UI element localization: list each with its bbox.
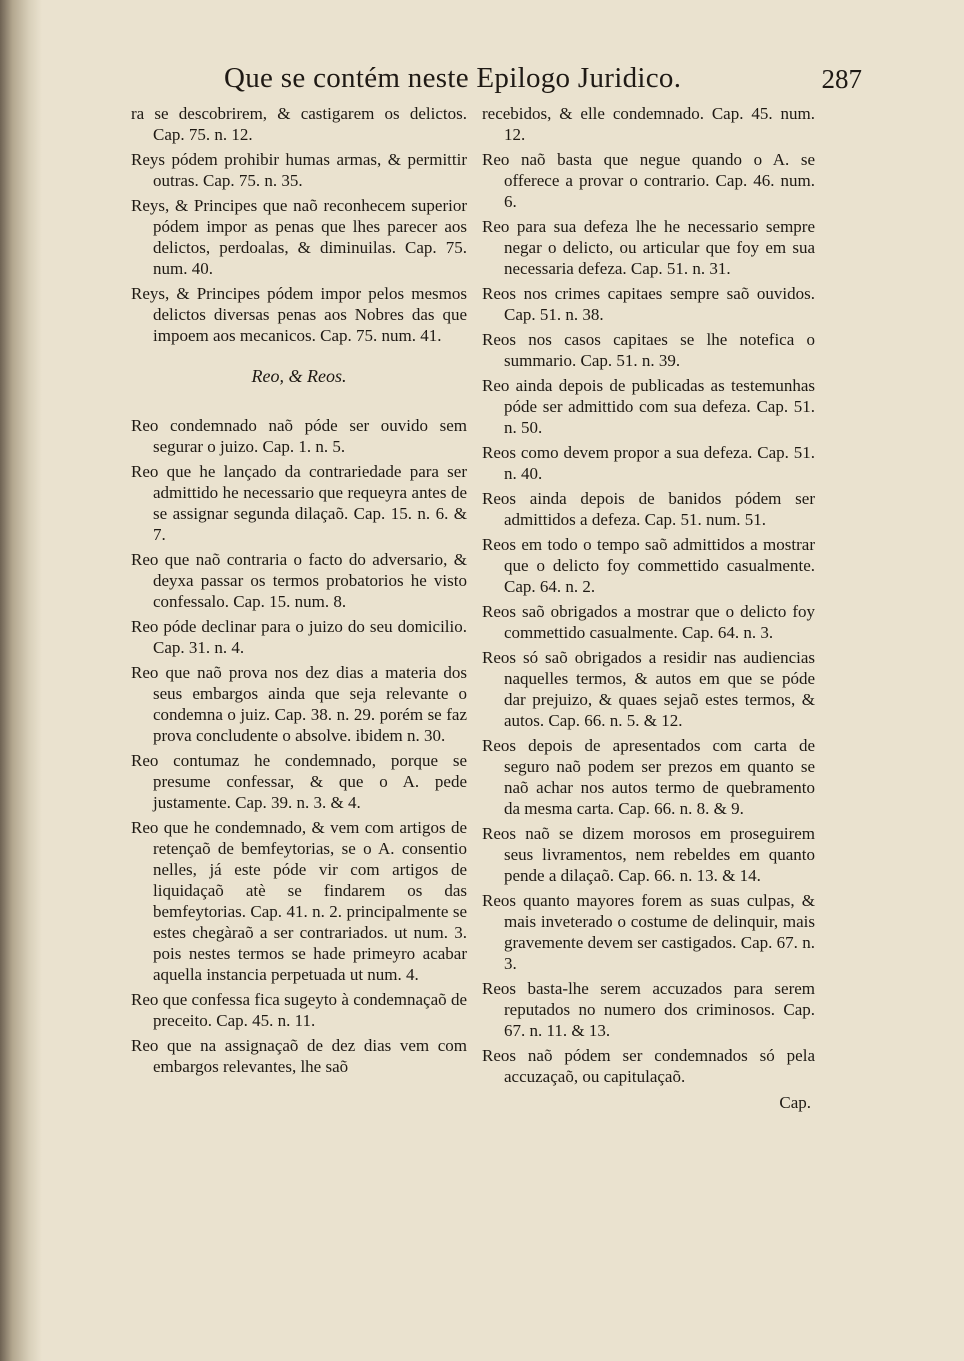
index-entry: Reos basta-lhe serem accuzados para serem reputados no numero dos criminosos. Cap. 67. n. 11. & 13. [482, 979, 815, 1040]
index-entry: Reos nos crimes capitaes sempre saõ ouvidos. Cap. 51. n. 38. [482, 284, 815, 324]
catchword: Cap. [779, 1093, 811, 1112]
index-entry: Reo condemnado naõ póde ser ouvido sem segurar o juizo. Cap. 1. n. 5. [131, 416, 467, 456]
index-entry: Reo ainda depois de publicadas as testemunhas póde ser admittido com sua defeza. Cap. 51. n. 50. [482, 376, 815, 437]
section-heading: Reo, & Reos. [251, 366, 347, 386]
index-entry: Reo para sua defeza lhe he necessario sempre negar o delicto, ou articular que foy em sua necessaria defeza. Cap. 51. n. 31. [482, 217, 815, 278]
index-entry: Reos quanto mayores forem as suas culpas, & mais inveterado o costume de delinquir, mais gravemente devem ser castigados. Cap. 67. n. 3. [482, 891, 815, 973]
index-entry: Reo que he condemnado, & vem com artigos de retençaõ de bemfeytorias, se o A. consentio nelles, já este póde vir com artigos de liquidaçaõ atè se findarem os das bemfeytorias. Cap. 41. n. 2. principalmente se estes chegàraõ a ser contrariados. ut num. 3. pois nestes termos se hade primeyro acabar aquella instancia perpetuada ut num. 4. [131, 818, 467, 984]
index-entry: Reo que naõ contraria o facto do adversario, & deyxa passar os termos probatorios he visto confessalo. Cap. 15. num. 8. [131, 550, 467, 611]
page-number: 287 [821, 64, 862, 94]
index-entry: Reos ainda depois de banidos pódem ser admittidos a defeza. Cap. 51. num. 51. [482, 489, 815, 529]
index-entry: Reos depois de apresentados com carta de seguro naõ podem ser prezos em quanto se naõ achar nos autos termo de quebramento da mesma carta. Cap. 66. n. 8. & 9. [482, 736, 815, 818]
right-column [482, 103, 815, 1113]
index-entry: Reos nos casos capitaes se lhe notefica o summario. Cap. 51. n. 39. [482, 330, 815, 370]
index-entry: recebidos, & elle condemnado. Cap. 45. num. 12. [482, 104, 815, 144]
page-gutter [0, 0, 42, 1361]
index-entry: Reo que naõ prova nos dez dias a materia dos seus embargos ainda que seja relevante o condemna o juiz. Cap. 38. n. 29. porém se faz prova concludente o absolve. ibidem n. 30. [131, 663, 467, 745]
index-entry: Reos naõ pódem ser condemnados só pela accuzaçaõ, ou capitulaçaõ. [482, 1046, 815, 1086]
left-column [131, 103, 467, 1081]
index-entry: ra se descobrirem, & castigarem os delictos. Cap. 75. n. 12. [131, 104, 467, 144]
index-entry: Reos saõ obrigados a mostrar que o delicto foy commettido casualmente. Cap. 64. n. 3. [482, 602, 815, 642]
page-header [150, 62, 862, 102]
index-entry: Reys, & Principes que naõ reconhecem superior pódem impor as penas que lhes parecer aos delictos, perdoalas, & diminuilas. Cap. 75. num. 40. [131, 196, 467, 278]
index-entry: Reys, & Principes pódem impor pelos mesmos delictos diversas penas aos Nobres das que impoem aos mecanicos. Cap. 75. num. 41. [131, 284, 467, 345]
index-entry: Reos como devem propor a sua defeza. Cap. 51. n. 40. [482, 443, 815, 483]
index-entry: Reos só saõ obrigados a residir nas audiencias naquelles termos, & autos em que se póde dar prejuizo, & quaes sejaõ estes termos, & autos. Cap. 66. n. 5. & 12. [482, 648, 815, 730]
index-entry: Reos em todo o tempo saõ admittidos a mostrar que o delicto foy commettido casualmente. Cap. 64. n. 2. [482, 535, 815, 596]
index-entry: Reo póde declinar para o juizo do seu domicilio. Cap. 31. n. 4. [131, 617, 467, 657]
index-entry: Reo que he lançado da contrariedade para ser admittido he necessario que requeyra antes de se assignar segunda dilaçaõ. Cap. 15. n. 6. & 7. [131, 462, 467, 544]
index-entry: Reo que confessa fica sugeyto à condemnaçaõ de preceito. Cap. 45. n. 11. [131, 990, 467, 1030]
running-title: Que se contém neste Epilogo Juridico. [224, 62, 682, 94]
index-entry: Reo contumaz he condemnado, porque se presume confessar, & que o A. pede justamente. Cap. 39. n. 3. & 4. [131, 751, 467, 812]
index-entry: Reo naõ basta que negue quando o A. se offerece a provar o contrario. Cap. 46. num. 6. [482, 150, 815, 211]
index-entry: Reo que na assignaçaõ de dez dias vem com embargos relevantes, lhe saõ [131, 1036, 467, 1076]
index-entry: Reys pódem prohibir humas armas, & permittir outras. Cap. 75. n. 35. [131, 150, 467, 190]
index-entry: Reos naõ se dizem morosos em proseguirem seus livramentos, nem rebeldes em quanto pende a dilaçaõ. Cap. 66. n. 13. & 14. [482, 824, 815, 885]
